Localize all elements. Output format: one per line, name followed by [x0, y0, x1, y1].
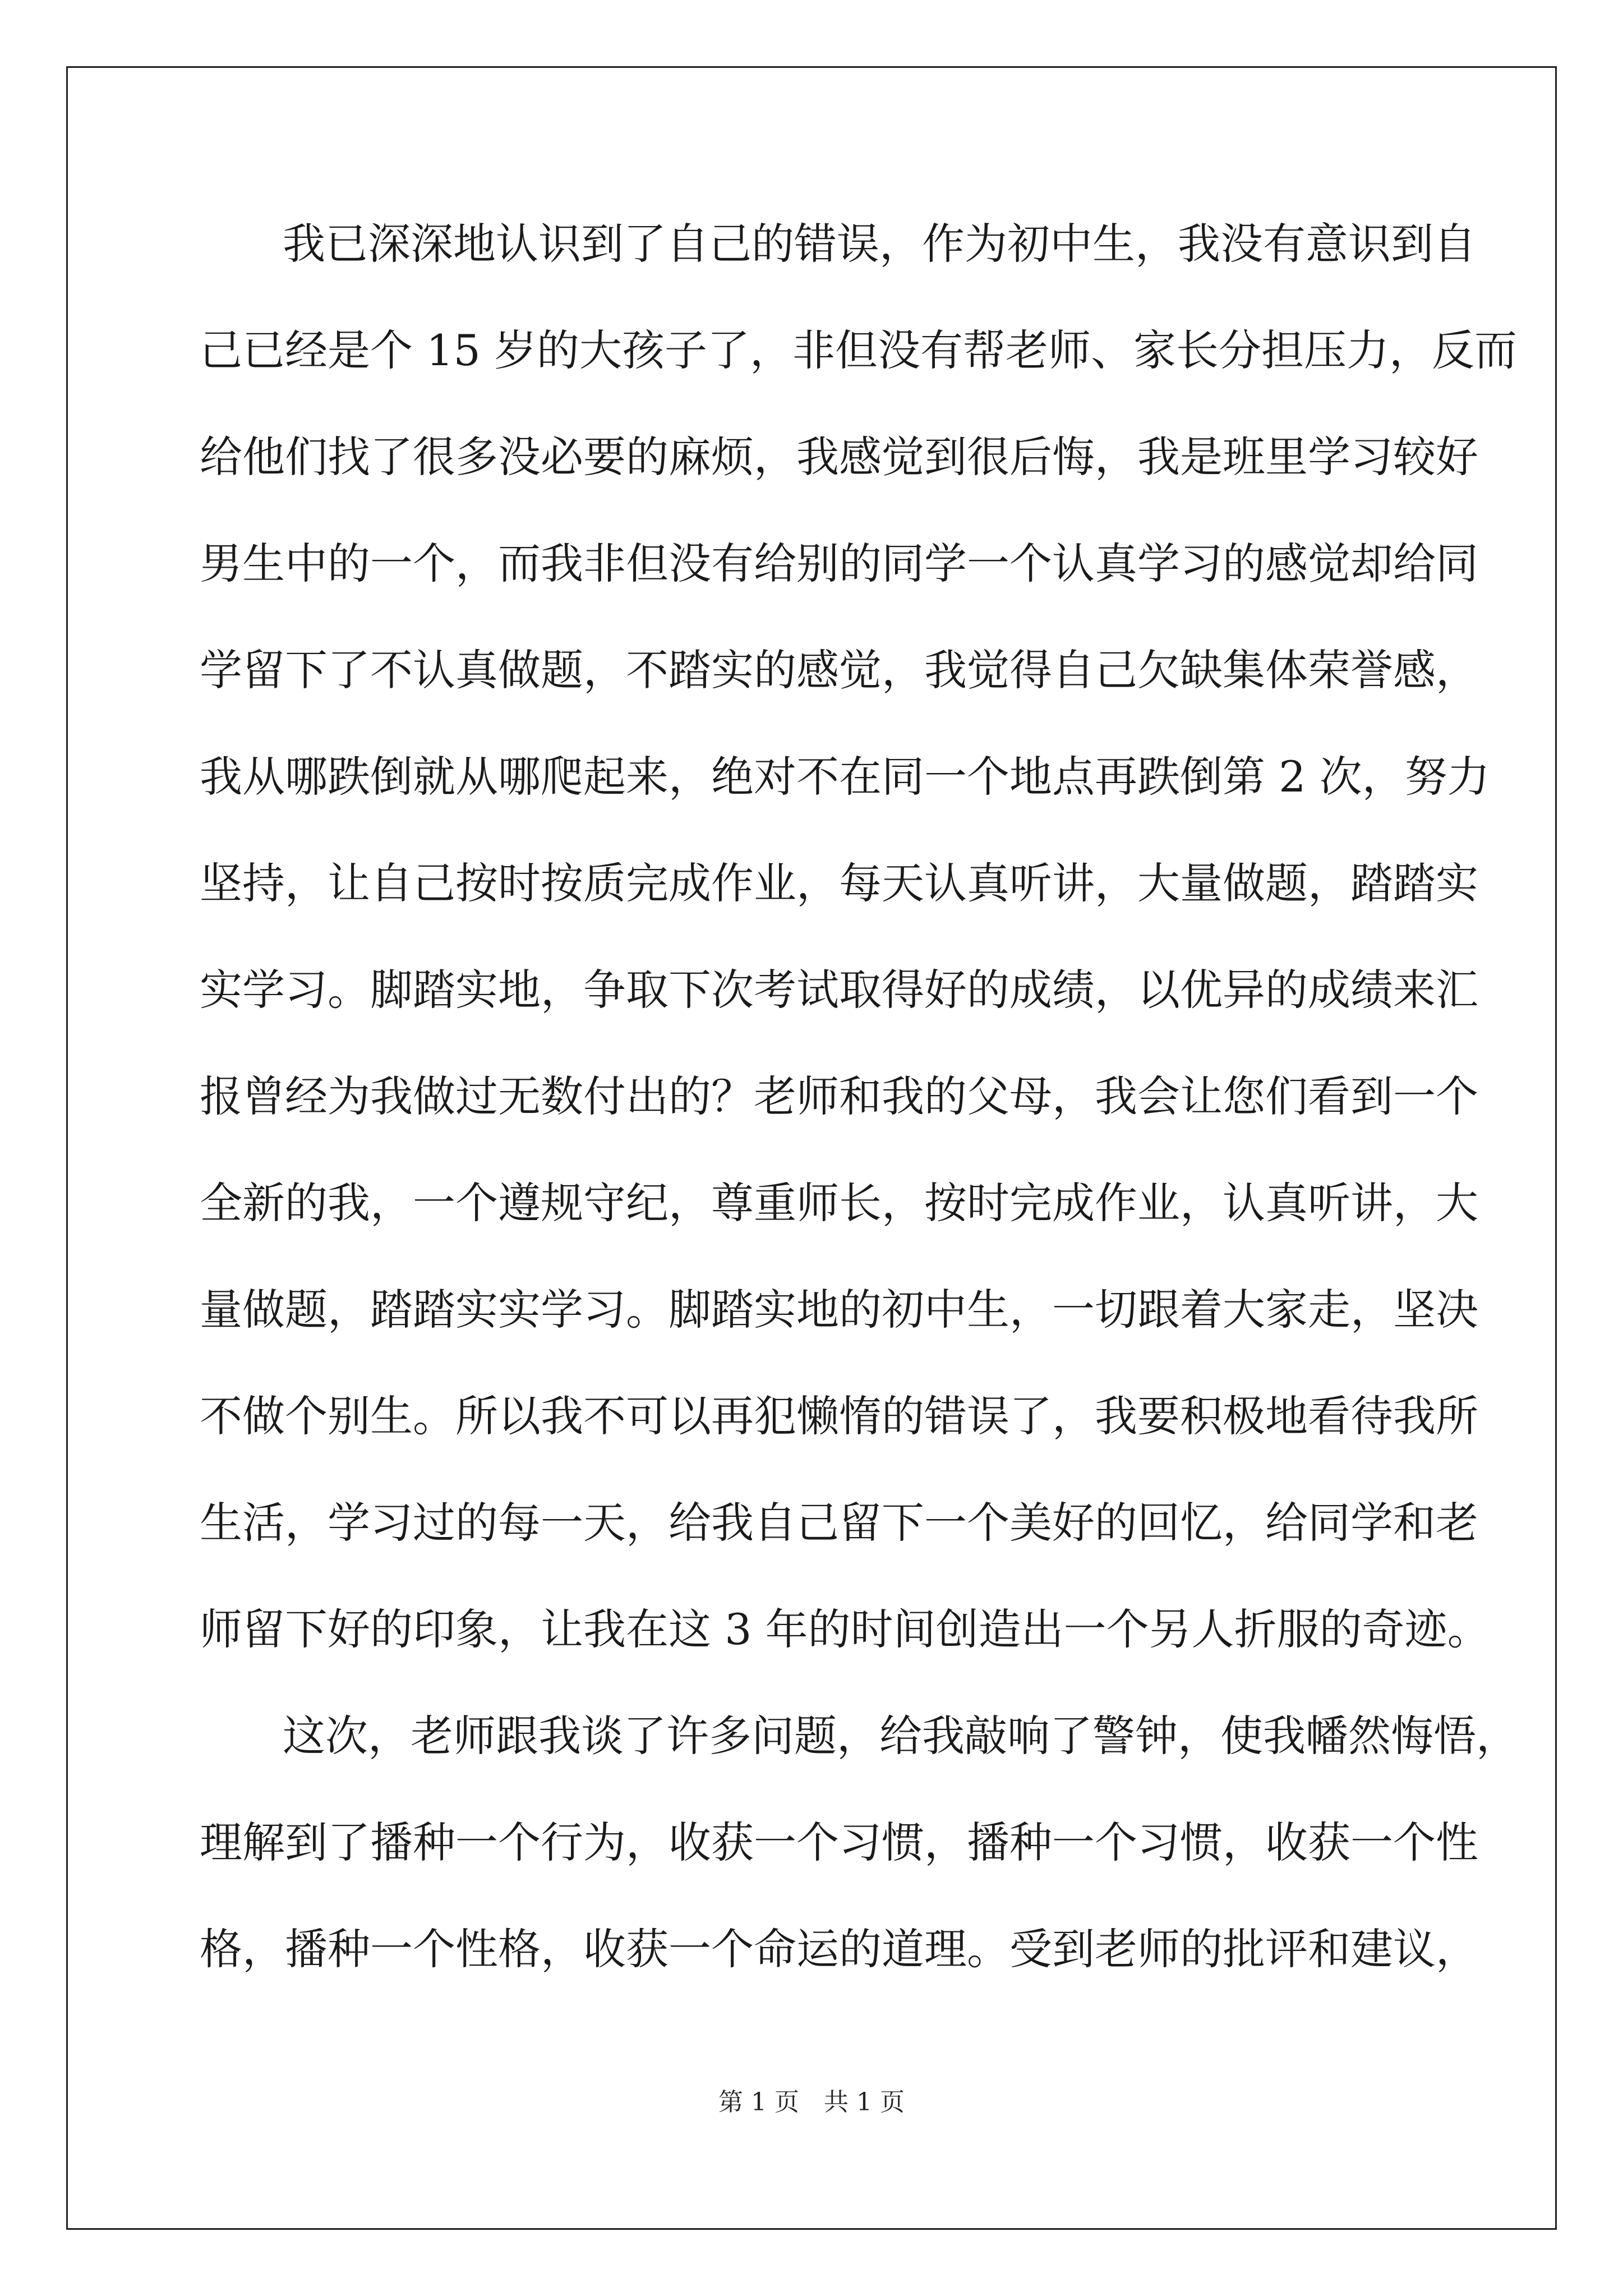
paragraph-1-line: 量做题，踏踏实实学习。脚踏实地的初中生，一切跟着大家走，坚决 [200, 1285, 1478, 1335]
paragraph-2-line: 这次，老师跟我谈了许多问题，给我敲响了警钟，使我幡然悔悟， [283, 1711, 1519, 1761]
page-number-footer: 第 1 页 共 1 页 [718, 2088, 905, 2116]
paragraph-1-line: 我已深深地认识到了自己的错误，作为初中生，我没有意识到自 [283, 219, 1476, 269]
document-body [200, 213, 1519, 2025]
paragraph-1-line: 给他们找了很多没必要的麻烦，我感觉到很后悔，我是班里学习较好 [200, 432, 1478, 482]
paragraph-2-line: 理解到了播种一个行为，收获一个习惯，播种一个习惯，收获一个性 [200, 1818, 1478, 1867]
paragraph-1-line: 坚持，让自己按时按质完成作业，每天认真听讲，大量做题，踏踏实 [200, 858, 1478, 908]
paragraph-1-line: 己已经是个 15 岁的大孩子了，非但没有帮老师、家长分担压力，反而 [200, 325, 1518, 375]
paragraph-1-line: 实学习。脚踏实地，争取下次考试取得好的成绩，以优异的成绩来汇 [200, 965, 1478, 1015]
paragraph-1-line: 不做个别生。所以我不可以再犯懒惰的错误了，我要积极地看待我所 [200, 1391, 1478, 1441]
paragraph-1-line: 学留下了不认真做题，不踏实的感觉，我觉得自己欠缺集体荣誉感， [200, 645, 1478, 695]
paragraph-1-line: 男生中的一个，而我非但没有给别的同学一个认真学习的感觉却给同 [200, 539, 1478, 588]
paragraph-1-line: 我从哪跌倒就从哪爬起来，绝对不在同一个地点再跌倒第 2 次，努力 [200, 752, 1490, 802]
paragraph-1-line: 生活，学习过的每一天，给我自己留下一个美好的回忆，给同学和老 [200, 1498, 1478, 1548]
paragraph-1-line: 师留下好的印象，让我在这 3 年的时间创造出一个另人折服的奇迹。 [200, 1604, 1490, 1654]
paragraph-1-line: 报曾经为我做过无数付出的？老师和我的父母，我会让您们看到一个 [200, 1071, 1478, 1121]
paragraph-1-line: 全新的我，一个遵规守纪，尊重师长，按时完成作业，认真听讲，大 [200, 1178, 1478, 1228]
paragraph-2-line: 格，播种一个性格，收获一个命运的道理。受到老师的批评和建议， [200, 1924, 1478, 1974]
